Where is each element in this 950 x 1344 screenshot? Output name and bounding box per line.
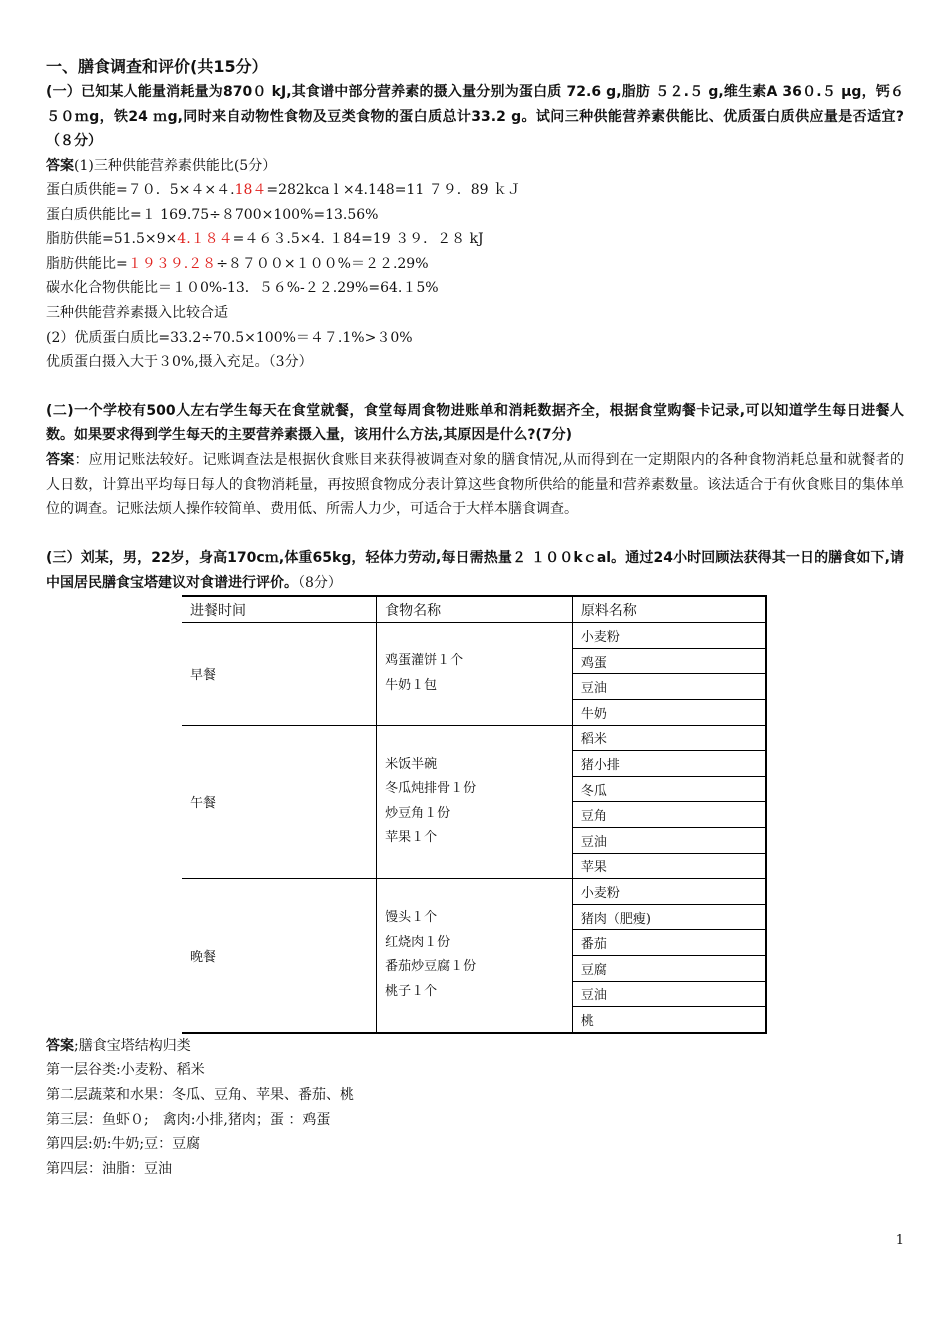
question-1-prompt: (一）已知某人能量消耗量为870０ kJ,其食谱中部分营养素的摄入量分别为蛋白质 72.6 g,脂肪 ５２.５ g,维生素A 36０.５ μg，钙６５０ｍg，铁24 ｍg,同时来自动物性食物及豆类食物的蛋白质总计33.2 g。试问三种供能营养素供能比、优质蛋白质供应量是否适宜?（８分） xyxy=(46,84,904,149)
q3-pyramid-layer-1: 第一层谷类:小麦粉、稻米 xyxy=(46,1062,205,1079)
food-item: 苹果１个 xyxy=(385,830,438,846)
ingredient-cell: 小麦粉 xyxy=(572,879,766,905)
q1-line1-post: =282kca l ×4.148=11 ７９．89 ｋＪ xyxy=(266,182,521,199)
q3-pyramid-layer-5: 第四层：油脂：豆油 xyxy=(46,1160,172,1177)
table-row xyxy=(182,879,766,905)
ingredient-cell: 豆油 xyxy=(572,827,766,853)
q1-line3-post: =４６３.5×4. １84=19 ３９．２８ kJ xyxy=(232,231,484,248)
section-title: 一、膳食调查和评价(共15分） xyxy=(46,57,268,76)
answer-label: 答案 xyxy=(46,157,74,174)
ingredient-cell: 豆角 xyxy=(572,802,766,828)
answer-label: 答案 xyxy=(46,451,75,468)
ingredient-cell: 猪小排 xyxy=(572,751,766,777)
q1-line-quality-protein: (2）优质蛋白质比=33.2÷70.5×100%＝４７.1%>３0% xyxy=(46,329,413,346)
page-number: 1 xyxy=(895,1233,904,1248)
ingredient-cell: 冬瓜 xyxy=(572,776,766,802)
foods-lunch xyxy=(377,725,573,879)
q1-line1-red: 18４ xyxy=(234,182,267,199)
ingredient-cell: 豆腐 xyxy=(572,955,766,981)
ingredient-cell: 豆油 xyxy=(572,981,766,1007)
food-item: 鸡蛋灌饼１个 xyxy=(385,653,464,669)
ingredient-cell: 鸡蛋 xyxy=(572,648,766,674)
table-row xyxy=(182,623,766,649)
question-2-prompt: (二)一个学校有500人左右学生每天在食堂就餐，食堂每周食物进账单和消耗数据齐全，根据食堂购餐卡记录,可以知道学生每日进餐人数。如果要求得到学生每天的主要营养素摄入量，该用什么方法,其原因是什么?(7分) xyxy=(46,402,904,444)
ingredient-cell: 苹果 xyxy=(572,853,766,879)
ingredient-cell: 猪肉（肥瘦) xyxy=(572,904,766,930)
q3-pyramid-layer-4: 第四层:奶:牛奶;豆：豆腐 xyxy=(46,1136,201,1153)
q2-answer-text: ：应用记账法较好。记账调查法是根据伙食账目来获得被调查对象的膳食情况,从而得到在一定期限内的各种食物消耗总量和就餐者的人日数，计算出平均每日每人的食物消耗量，再按照食物成分表计算这些食物所供给的能量和营养素数量。该法适合于有伙食账目的集体单位的调查。记账法烦人操作较简单、费用低、所需人力少，可适合于大样本膳食调查。 xyxy=(46,451,904,518)
header-food-name: 食物名称 xyxy=(377,596,573,623)
q1-answer-head-text: (1)三种供能营养素供能比(5分） xyxy=(74,157,277,174)
table-header-row xyxy=(182,596,766,623)
food-item: 炒豆角１份 xyxy=(385,805,451,821)
ingredient-cell: 豆油 xyxy=(572,674,766,700)
q1-line-carb-ratio: 碳水化合物供能比＝１０0%-13．５６%-２２.29%=64.１5% xyxy=(46,280,439,297)
q1-line4-pre: 脂肪供能比= xyxy=(46,255,128,272)
q2-answer xyxy=(46,448,904,522)
diet-table xyxy=(182,595,767,1034)
meal-time-dinner: 晚餐 xyxy=(182,879,377,1033)
q3-answer-head-text: ;膳食宝塔结构归类 xyxy=(74,1037,191,1054)
food-item: 冬瓜炖排骨１份 xyxy=(385,781,477,797)
foods-breakfast xyxy=(377,623,573,725)
q1-line3-pre: 脂肪供能=51.5×9× xyxy=(46,231,178,248)
q3-pyramid-layer-3: 第三层：鱼虾０; 禽肉:小排,猪肉；蛋 ：鸡蛋 xyxy=(46,1111,331,1128)
q3-score: （8分） xyxy=(298,574,342,591)
q1-line-fat-energy xyxy=(46,227,904,252)
q3-pyramid-layer-2: 第二层蔬菜和水果：冬瓜、豆角、苹果、番茄、桃 xyxy=(46,1086,354,1103)
question-3-prompt xyxy=(46,546,904,595)
document-page xyxy=(46,54,904,1181)
answer-label: 答案 xyxy=(46,1037,74,1054)
q1-answer-head xyxy=(46,154,904,179)
q3-answer-head xyxy=(46,1034,904,1059)
food-item: 桃子１个 xyxy=(385,984,438,1000)
table-row xyxy=(182,725,766,751)
ingredient-cell: 稻米 xyxy=(572,725,766,751)
q3-prompt-text: (三）刘某，男，22岁，身高170cｍ,体重65kg，轻体力劳动,每日需热量２ １００kｃal。通过24小时回顾法获得其一日的膳食如下,请中国居民膳食宝塔建议对食谱进行评价。 xyxy=(46,550,904,591)
food-item: 米饭半碗 xyxy=(385,756,438,772)
foods-dinner xyxy=(377,879,573,1033)
q1-line-conclusion: 三种供能营养素摄入比较合适 xyxy=(46,305,228,322)
q1-line3-red: 4.１８４ xyxy=(177,231,233,248)
q1-line-fat-ratio xyxy=(46,252,904,277)
q1-line4-post: ÷８７００×１００%＝２２.29% xyxy=(216,255,429,272)
q1-line1-pre: 蛋白质供能=７０．5×４×４. xyxy=(46,182,235,199)
ingredient-cell: 小麦粉 xyxy=(572,623,766,649)
q1-line-protein-ratio: 蛋白质供能比=１ 169.75÷８700×100%=13.56% xyxy=(46,206,379,223)
ingredient-cell: 番茄 xyxy=(572,930,766,956)
food-item: 牛奶１包 xyxy=(385,677,438,693)
q1-line4-red: １９３９.２８ xyxy=(127,255,217,272)
food-item: 馒头１个 xyxy=(385,910,438,926)
food-item: 红烧肉１份 xyxy=(385,934,451,950)
ingredient-cell: 桃 xyxy=(572,1007,766,1033)
food-item: 番茄炒豆腐１份 xyxy=(385,959,477,975)
meal-time-lunch: 午餐 xyxy=(182,725,377,879)
ingredient-cell: 牛奶 xyxy=(572,700,766,726)
header-ingredient: 原料名称 xyxy=(572,596,766,623)
header-meal-time: 进餐时间 xyxy=(182,596,377,623)
meal-time-breakfast: 早餐 xyxy=(182,623,377,725)
q1-line-quality-conclusion: 优质蛋白摄入大于３0%,摄入充足。（3分） xyxy=(46,354,313,371)
q1-line-protein-energy xyxy=(46,178,904,203)
